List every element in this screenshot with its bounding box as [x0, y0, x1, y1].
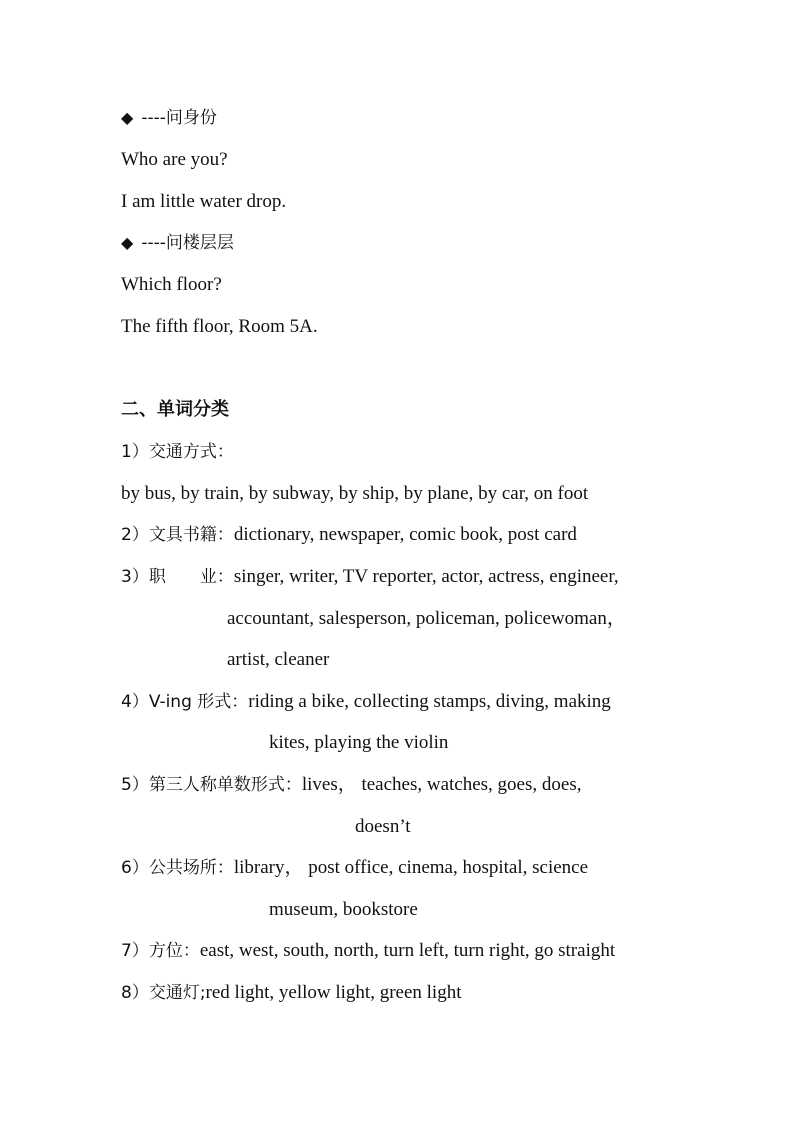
- category-5-line-1: lives， teaches, watches, goes, does,: [301, 774, 582, 795]
- category-3-line-2: accountant, salesperson, policeman, policewoman，: [227, 608, 626, 629]
- category-5-prefix: 5）第三人称单数形式：: [121, 775, 302, 795]
- heading-label: ----问楼层层: [141, 233, 234, 253]
- section-heading: 二、单词分类: [121, 399, 229, 420]
- category-3-line-1: singer, writer, TV reporter, actor, actress, engineer,: [233, 566, 619, 587]
- category-1-prefix: 1）交通方式：: [121, 442, 234, 462]
- category-8: [121, 981, 461, 1005]
- category-8-line-1: red light, yellow light, green light: [205, 982, 462, 1003]
- diamond-bullet-icon: ◆: [121, 233, 134, 252]
- category-4: [121, 690, 611, 714]
- category-2-prefix: 2）文具书籍：: [121, 525, 234, 545]
- category-7: [121, 939, 615, 963]
- category-6-line-1: library， post office, cinema, hospital, science: [233, 857, 589, 878]
- bullet-heading-identity: [121, 106, 217, 130]
- bullet-heading-floor: [121, 231, 234, 255]
- category-4-line-2: kites, playing the violin: [269, 732, 449, 753]
- category-7-line-1: east, west, south, north, turn left, turn right, go straight: [199, 940, 616, 961]
- category-6-prefix: 6）公共场所：: [121, 858, 234, 878]
- category-6: [121, 856, 588, 880]
- category-7-prefix: 7）方位：: [121, 941, 200, 961]
- category-4-line-1: riding a bike, collecting stamps, diving, making: [248, 691, 611, 712]
- category-8-prefix: 8）交通灯;: [121, 983, 206, 1003]
- category-1-line-1: by bus, by train, by subway, by ship, by plane, by car, on foot: [121, 483, 589, 504]
- diamond-bullet-icon: ◆: [121, 108, 134, 127]
- heading-label: ----问身份: [141, 108, 217, 128]
- category-6-line-2: museum, bookstore: [269, 899, 418, 920]
- category-3-prefix: 3）职 业：: [121, 567, 234, 587]
- category-5: [121, 773, 581, 797]
- category-3-line-3: artist, cleaner: [227, 649, 330, 670]
- category-5-line-2: doesn’t: [355, 816, 411, 837]
- answer-line: The fifth floor, Room 5A.: [121, 316, 318, 337]
- category-3: [121, 565, 619, 589]
- category-2-line-1: dictionary, newspaper, comic book, post card: [233, 524, 577, 545]
- question-line: Which floor?: [121, 274, 222, 295]
- answer-line: I am little water drop.: [121, 191, 287, 212]
- category-4-prefix: 4）V-ing 形式：: [121, 692, 249, 712]
- category-2: [121, 523, 577, 547]
- question-line: Who are you?: [121, 149, 228, 170]
